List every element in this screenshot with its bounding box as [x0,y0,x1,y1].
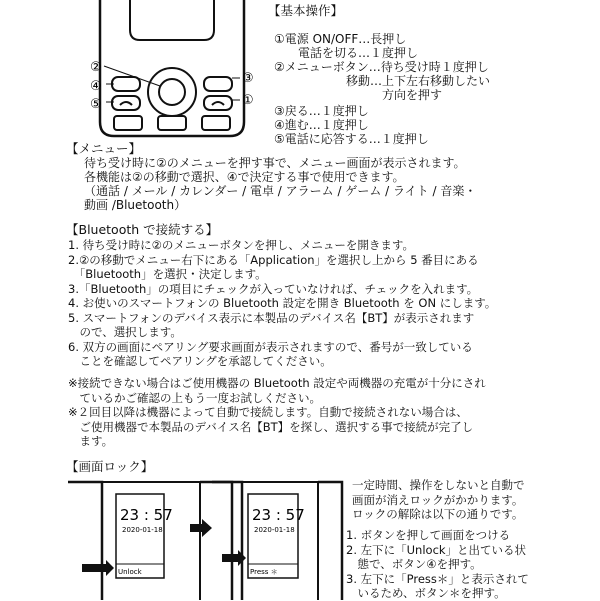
bt-steps [68,238,496,369]
basic-line: 移動…上下左右移動したい [274,74,491,88]
bt-line: 1. 待ち受け時に②のメニューボタンを押し、メニューを開きます。 [68,238,415,252]
lock-desc [352,478,525,522]
label-3: ③ [242,71,254,86]
bt-line: 5. スマートフォンのデバイス表示に本製品のデバイス名【BT】が表示されます [68,310,475,325]
bt-note: ているかご確認の上もう一度お試しください。 [68,390,321,405]
menu-line: 動画 /Bluetooth） [84,198,187,212]
basic-line: ⑤電話に応答する…１度押し [274,132,429,146]
bt-note: ます。 [68,434,114,448]
lock-desc-line: ロックの解除は以下の通りです。 [352,507,524,521]
basic-line: ②メニューボタン…待ち受け時１度押し [274,60,489,74]
phone-keypad-illustration [82,0,262,140]
lock-hint-1: Unlock [118,568,142,576]
lock-step: 2. 左下に「Unlock」と出ている状 [346,542,527,557]
basic-line: 方向を押す [274,88,443,102]
basic-line: 電話を切る…１度押し [274,46,419,60]
label-2: ② [90,60,102,75]
basic-line: ①電源 ON/OFF…長押し [274,32,407,46]
lock-desc-line: 画面が消えロックがかかります。 [352,492,524,507]
menu-line: （通話 / メール / カレンダー / 電卓 / アラーム / ゲーム / ライト / 音楽・ [84,184,477,198]
lock-step: 態で、ボタン④を押す。 [346,557,482,571]
lock-time-2: 23 : 57 [252,506,305,524]
left-soft-key [112,77,140,91]
basic-title: 【基本操作】 [268,3,344,18]
lock-desc-line: 一定時間、操作をしないと自動で [352,478,525,492]
menu-line: 待ち受け時に②のメニューを押す事で、メニュー画面が表示されます。 [84,156,466,170]
arrow-to-unlock-icon [82,560,114,576]
bt-line: 3.「Bluetooth」の項目にチェックが入っていなければ、チェックを入れます。 [68,281,479,296]
bt-note: ※接続できない場合はご使用機器の Bluetooth 設定や両機器の充電が十分にされ [68,376,486,390]
lock-date-1: 2020-01-18 [122,526,163,534]
basic-line: ④進む…１度押し [274,118,369,132]
lock-steps [346,528,529,601]
lock-illustration [62,474,352,600]
lock-step: 1. ボタンを押して画面をつける [346,528,511,542]
dpad-ring [148,68,196,116]
menu-title: 【メニュー】 [66,141,142,156]
lock-step: いるため、ボタン＊を押す。 [346,586,506,600]
label-1: ① [242,93,254,108]
lock-step: 3. 左下に「Press＊」と表示されて [346,571,529,586]
bt-line: 2.②の移動でメニュー右下にある「Application」を選択し上から 5 番目にある [68,252,479,267]
bt-title: 【Bluetooth で接続する】 [66,222,219,237]
call-icon [120,102,132,105]
lock-title: 【画面ロック】 [66,459,154,474]
bt-line: 「Bluetooth」を選択・決定します。 [68,267,267,281]
bt-line: ので、選択します。 [68,325,182,339]
menu-body [84,156,476,212]
right-soft-key [204,77,232,91]
lock-time-1: 23 : 57 [120,506,173,524]
bt-note: ご使用機器で本製品のデバイス名【BT】を探し、選択する事で接続が完了し [68,419,474,434]
lock-hint-2: Press ＊ [250,568,278,576]
bt-note: ※２回目以降は機器によって自動で接続します。自動で接続されない場合は、 [68,405,468,419]
bt-line: 4. お使いのスマートフォンの Bluetooth 設定を開き Bluetooth を ON にします。 [68,296,497,310]
bt-line: ことを確認してペアリングを承認してください。 [68,354,332,368]
basic-list [274,32,490,146]
menu-line: 各機能は②の移動で選択、④で決定する事で使用できます。 [84,170,405,184]
bt-line: 6. 双方の画面にペアリング要求画面が表示されますので、番号が一致している [68,339,473,354]
end-call-icon [212,102,224,105]
dpad-center [159,79,185,105]
bt-notes [68,376,486,449]
basic-line: ③戻る…１度押し [274,104,369,118]
lock-date-2: 2020-01-18 [254,526,295,534]
label-5: ⑤ [90,97,102,112]
label-4: ④ [90,79,102,94]
